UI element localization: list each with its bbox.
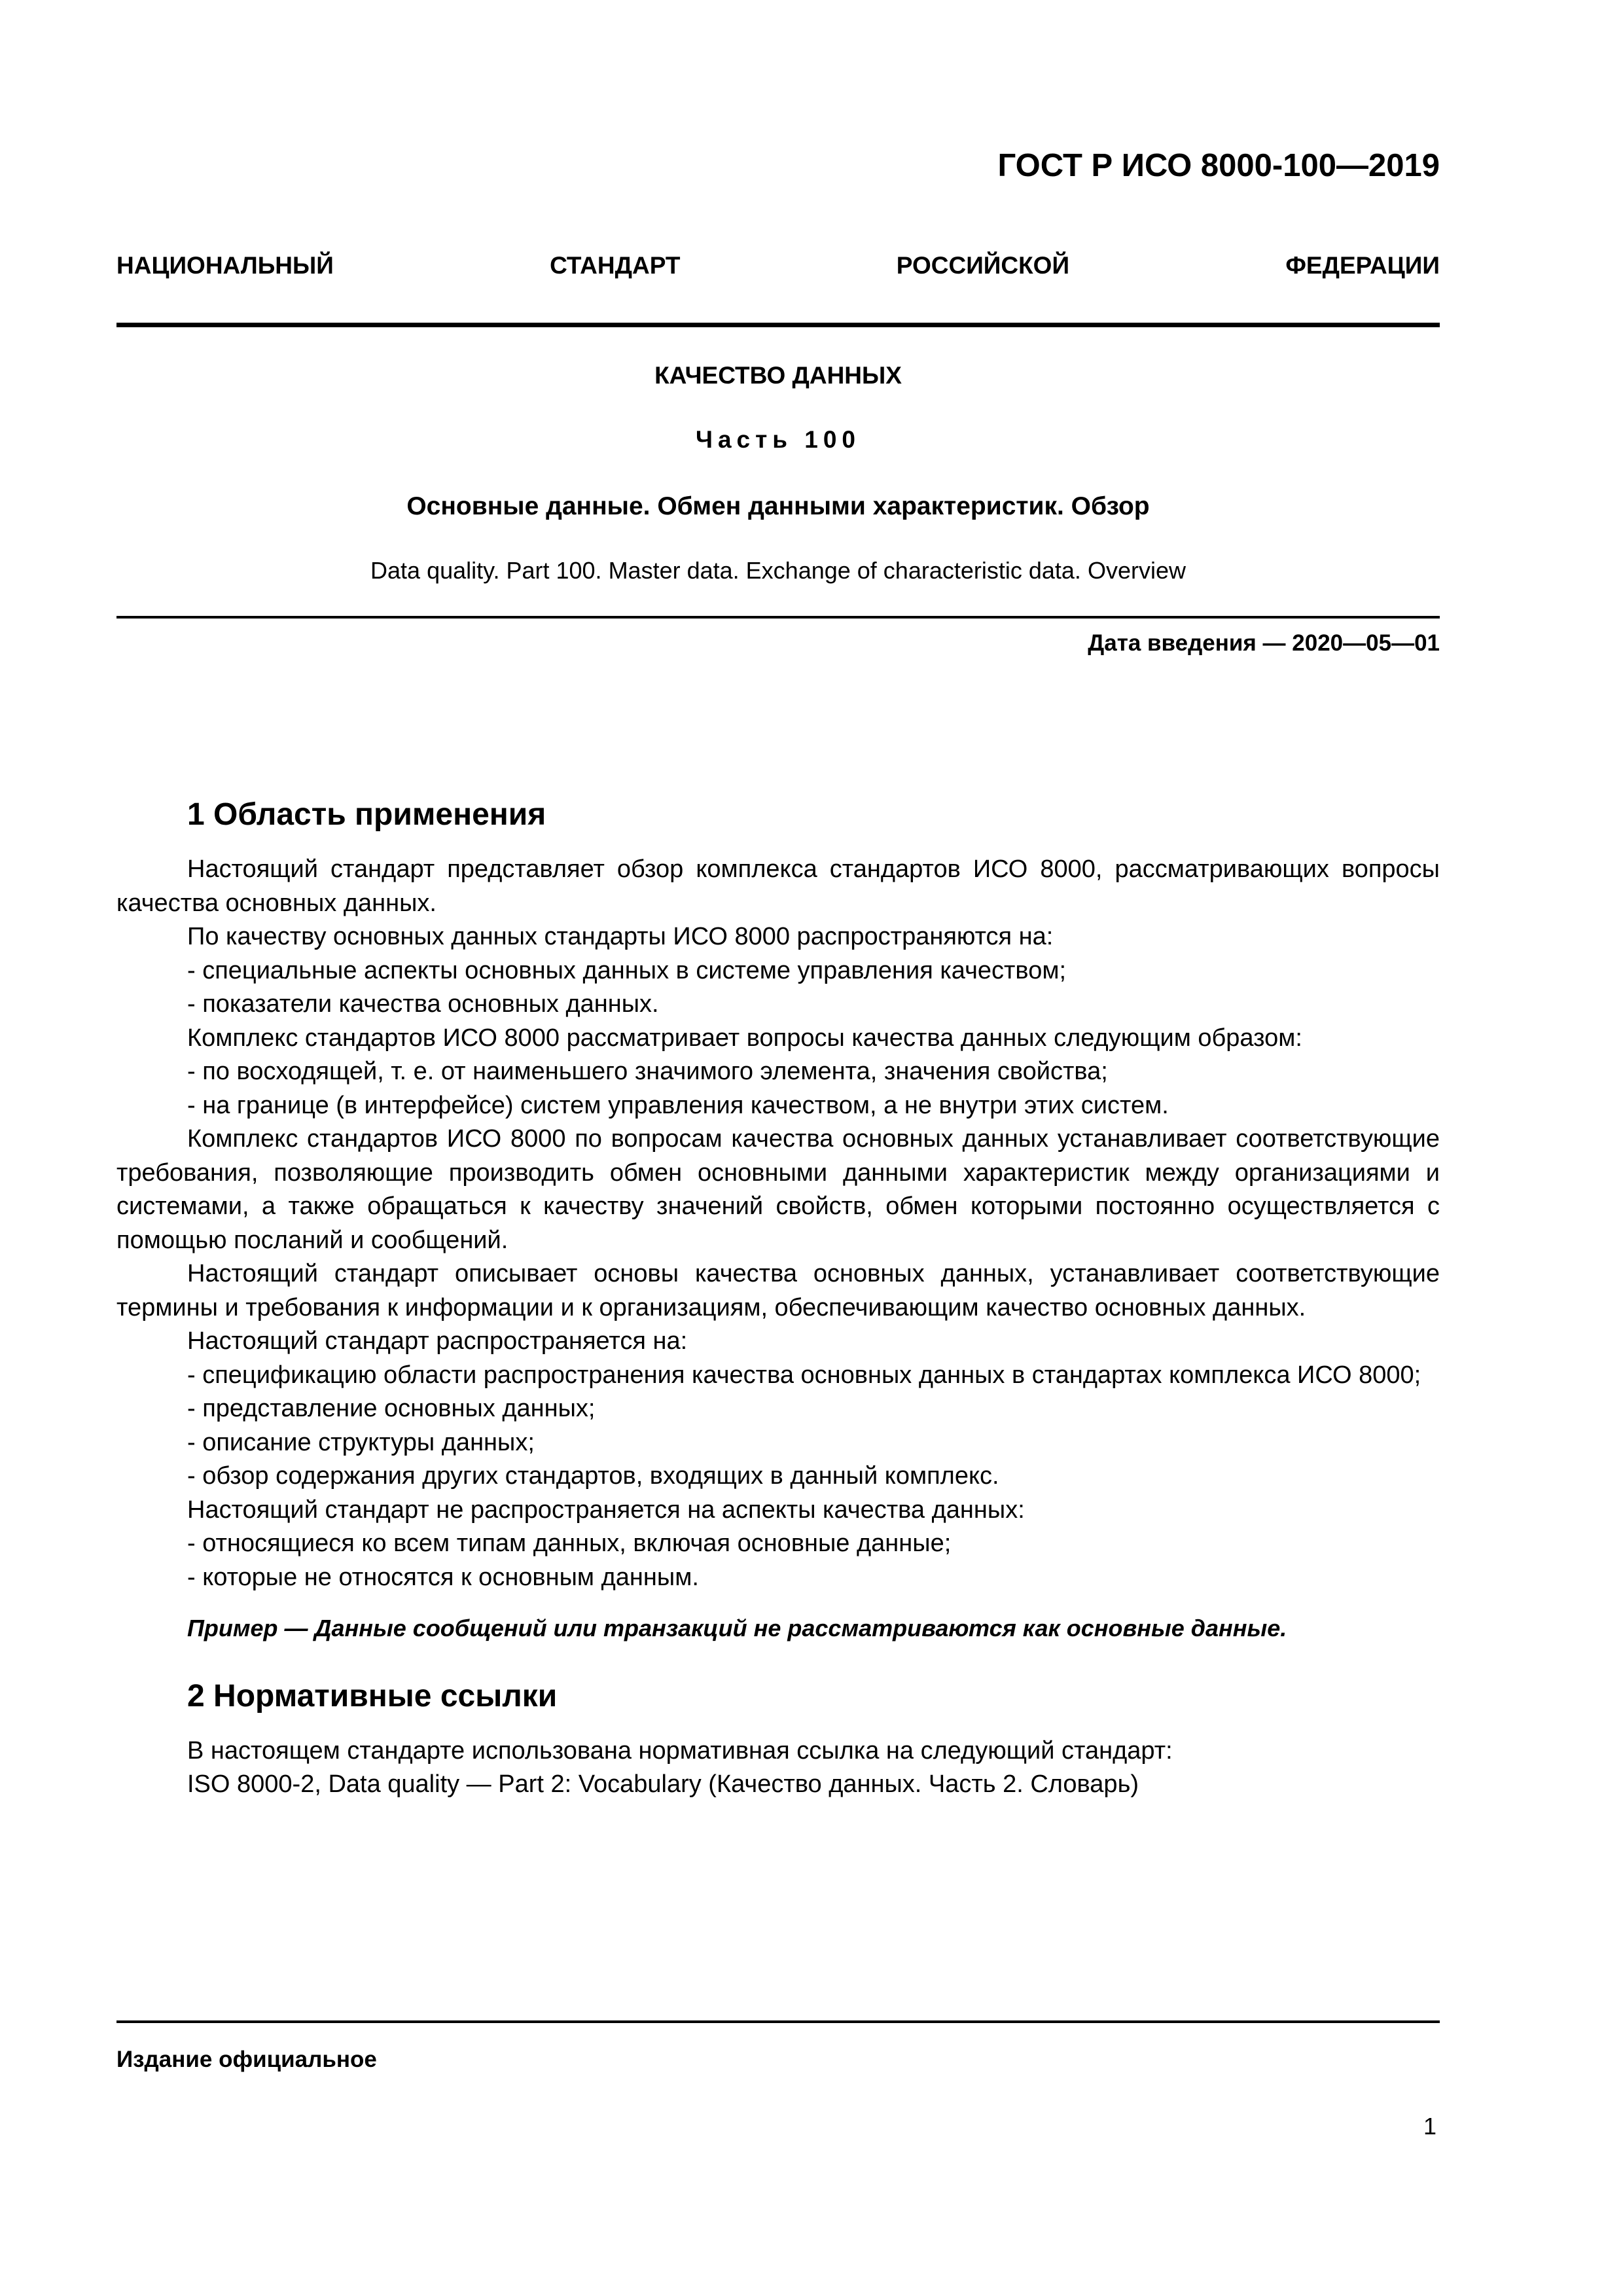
national-standard-banner: НАЦИОНАЛЬНЫЙ СТАНДАРТ РОССИЙСКОЙ ФЕДЕРАЦИИ xyxy=(116,252,1440,279)
document-part: Часть 100 xyxy=(695,426,861,453)
paragraph: Настоящий стандарт не распространяется на аспекты качества данных: xyxy=(187,1496,1025,1524)
list-item: - обзор содержания других стандартов, входящих в данный комплекс. xyxy=(187,1462,999,1490)
footer-divider xyxy=(116,2020,1440,2023)
paragraph: В настоящем стандарте использована нормативная ссылка на следующий стандарт: xyxy=(187,1736,1173,1765)
header-divider xyxy=(116,323,1440,327)
section-heading: 2 Нормативные ссылки xyxy=(187,1678,558,1713)
normative-reference: ISO 8000-2, Data quality — Part 2: Vocabulary (Качество данных. Часть 2. Словарь) xyxy=(187,1770,1139,1798)
list-item: - представление основных данных; xyxy=(187,1395,596,1422)
list-item: - описание структуры данных; xyxy=(187,1428,535,1456)
introduction-date: Дата введения — 2020—05—01 xyxy=(1088,630,1440,656)
list-item: - которые не относятся к основным данным. xyxy=(187,1563,699,1591)
paragraph: По качеству основных данных стандарты ИСО 8000 распространяются на: xyxy=(187,923,1054,950)
list-item: - показатели качества основных данных. xyxy=(187,990,659,1018)
title-divider xyxy=(116,616,1440,619)
document-code: ГОСТ Р ИСО 8000-100—2019 xyxy=(997,148,1440,183)
paragraph: Комплекс стандартов ИСО 8000 рассматривает вопросы качества данных следующим образом: xyxy=(187,1024,1302,1052)
document-title-english: Data quality. Part 100. Master data. Exchange of characteristic data. Overview xyxy=(370,557,1186,584)
section-heading: 1 Область применения xyxy=(187,797,546,832)
list-item: - на границе (в интерфейсе) систем управления качеством, а не внутри этих систем. xyxy=(187,1091,1169,1119)
document-subtitle: Основные данные. Обмен данными характеристик. Обзор xyxy=(406,492,1150,520)
paragraph: Настоящий стандарт представляет обзор комплекса стандартов ИСО 8000, рассматривающих вопросы качества основных данных. xyxy=(116,855,1440,917)
paragraph: Настоящий стандарт описывает основы качества основных данных, устанавливает соответствующие термины и требования к информации и к организациям, обеспечивающим качество основных данных. xyxy=(116,1260,1440,1321)
paragraph: Комплекс стандартов ИСО 8000 по вопросам качества основных данных устанавливает соответствующие требования, позволяющие производить обмен основными данными характеристик между организациями и системами, а также обращаться к качеству значений свойств, обмен которыми постоянно осуществляется с помощью посланий и сообщений. xyxy=(116,1125,1440,1254)
document-title: КАЧЕСТВО ДАННЫХ xyxy=(654,362,902,389)
document-body xyxy=(116,795,1440,1802)
list-item: - по восходящей, т. е. от наименьшего значимого элемента, значения свойства; xyxy=(187,1058,1108,1085)
list-item: - специальные аспекты основных данных в системе управления качеством; xyxy=(187,956,1067,984)
paragraph: Настоящий стандарт распространяется на: xyxy=(187,1327,688,1355)
page-number: 1 xyxy=(1423,2113,1436,2140)
edition-label: Издание официальное xyxy=(116,2047,377,2072)
example-note: Пример — Данные сообщений или транзакций не рассматриваются как основные данные. xyxy=(187,1615,1287,1641)
list-item: - относящиеся ко всем типам данных, включая основные данные; xyxy=(187,1530,952,1557)
list-item: - спецификацию области распространения качества основных данных в стандартах комплекса ИСО 8000; xyxy=(187,1361,1421,1389)
